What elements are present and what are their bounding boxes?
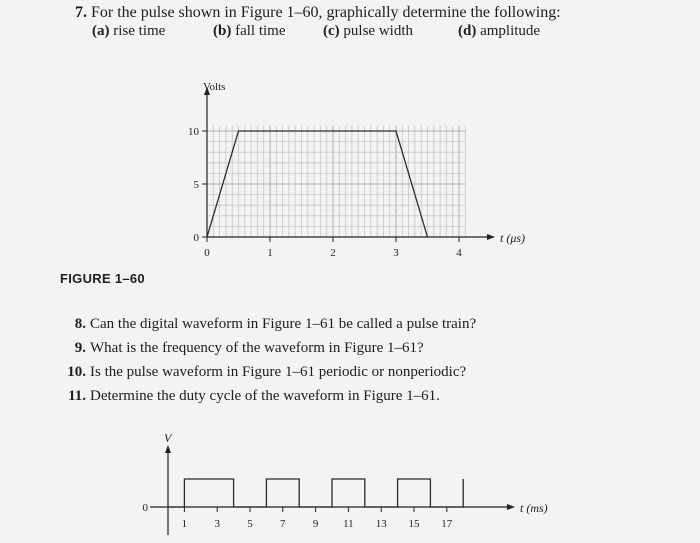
x-tick-label: 0	[204, 247, 210, 259]
part-a-text: rise time	[113, 23, 166, 39]
x-tick-label: 3	[393, 247, 399, 259]
x-axis-label: t (μs)	[500, 231, 526, 245]
x-tick-label: 17	[441, 518, 453, 530]
question-9-text: What is the frequency of the waveform in Figure 1–61?	[90, 340, 424, 356]
tick-labels	[143, 502, 453, 530]
question-8-number: 8.	[74, 316, 86, 332]
pulse-train-waveform	[168, 479, 463, 507]
part-d-label: (d)	[458, 23, 477, 39]
part-a-label: (a)	[92, 23, 110, 39]
y-axis-arrow	[165, 445, 171, 453]
part-c-text: pulse width	[343, 23, 413, 39]
part-b-text: fall time	[235, 23, 286, 39]
question-10-text: Is the pulse waveform in Figure 1–61 periodic or nonperiodic?	[90, 364, 467, 380]
question-11-number: 11.	[68, 388, 86, 404]
figure-1-60-caption: FIGURE 1–60	[60, 271, 145, 286]
x-tick-label: 1	[267, 247, 273, 259]
x-tick-label: 1	[181, 518, 188, 530]
x-tick-label: 3	[214, 518, 220, 530]
question-7-number: 7.	[75, 4, 87, 21]
x-tick-label: 7	[280, 518, 286, 530]
x-tick-label: 13	[375, 518, 387, 530]
question-8-text: Can the digital waveform in Figure 1–61 be called a pulse train?	[90, 316, 477, 332]
y-axis-label: Volts	[203, 81, 226, 93]
x-tick-label: 15	[408, 518, 420, 530]
y-axis-label: V	[164, 431, 172, 445]
question-7-text: For the pulse shown in Figure 1–60, graphically determine the following:	[91, 4, 561, 21]
question-9-number: 9.	[74, 340, 86, 356]
question-11-text: Determine the duty cycle of the waveform in Figure 1–61.	[90, 388, 440, 404]
y-tick-label: 0	[142, 502, 148, 514]
x-tick-label: 11	[343, 518, 354, 530]
x-axis-arrow	[507, 504, 515, 510]
x-axis-label: t (ms)	[520, 501, 548, 515]
y-tick-label: 0	[193, 232, 199, 244]
question-10-number: 10.	[67, 364, 86, 380]
part-c-label: (c)	[323, 23, 340, 39]
y-tick-label: 10	[188, 126, 199, 138]
x-tick-label: 9	[312, 518, 319, 530]
y-tick-label: 5	[193, 179, 199, 191]
x-tick-label: 4	[456, 247, 462, 259]
part-d-text: amplitude	[480, 23, 541, 39]
part-b-label: (b)	[213, 23, 232, 39]
x-tick-label: 2	[330, 247, 336, 259]
x-tick-label: 5	[247, 518, 253, 530]
